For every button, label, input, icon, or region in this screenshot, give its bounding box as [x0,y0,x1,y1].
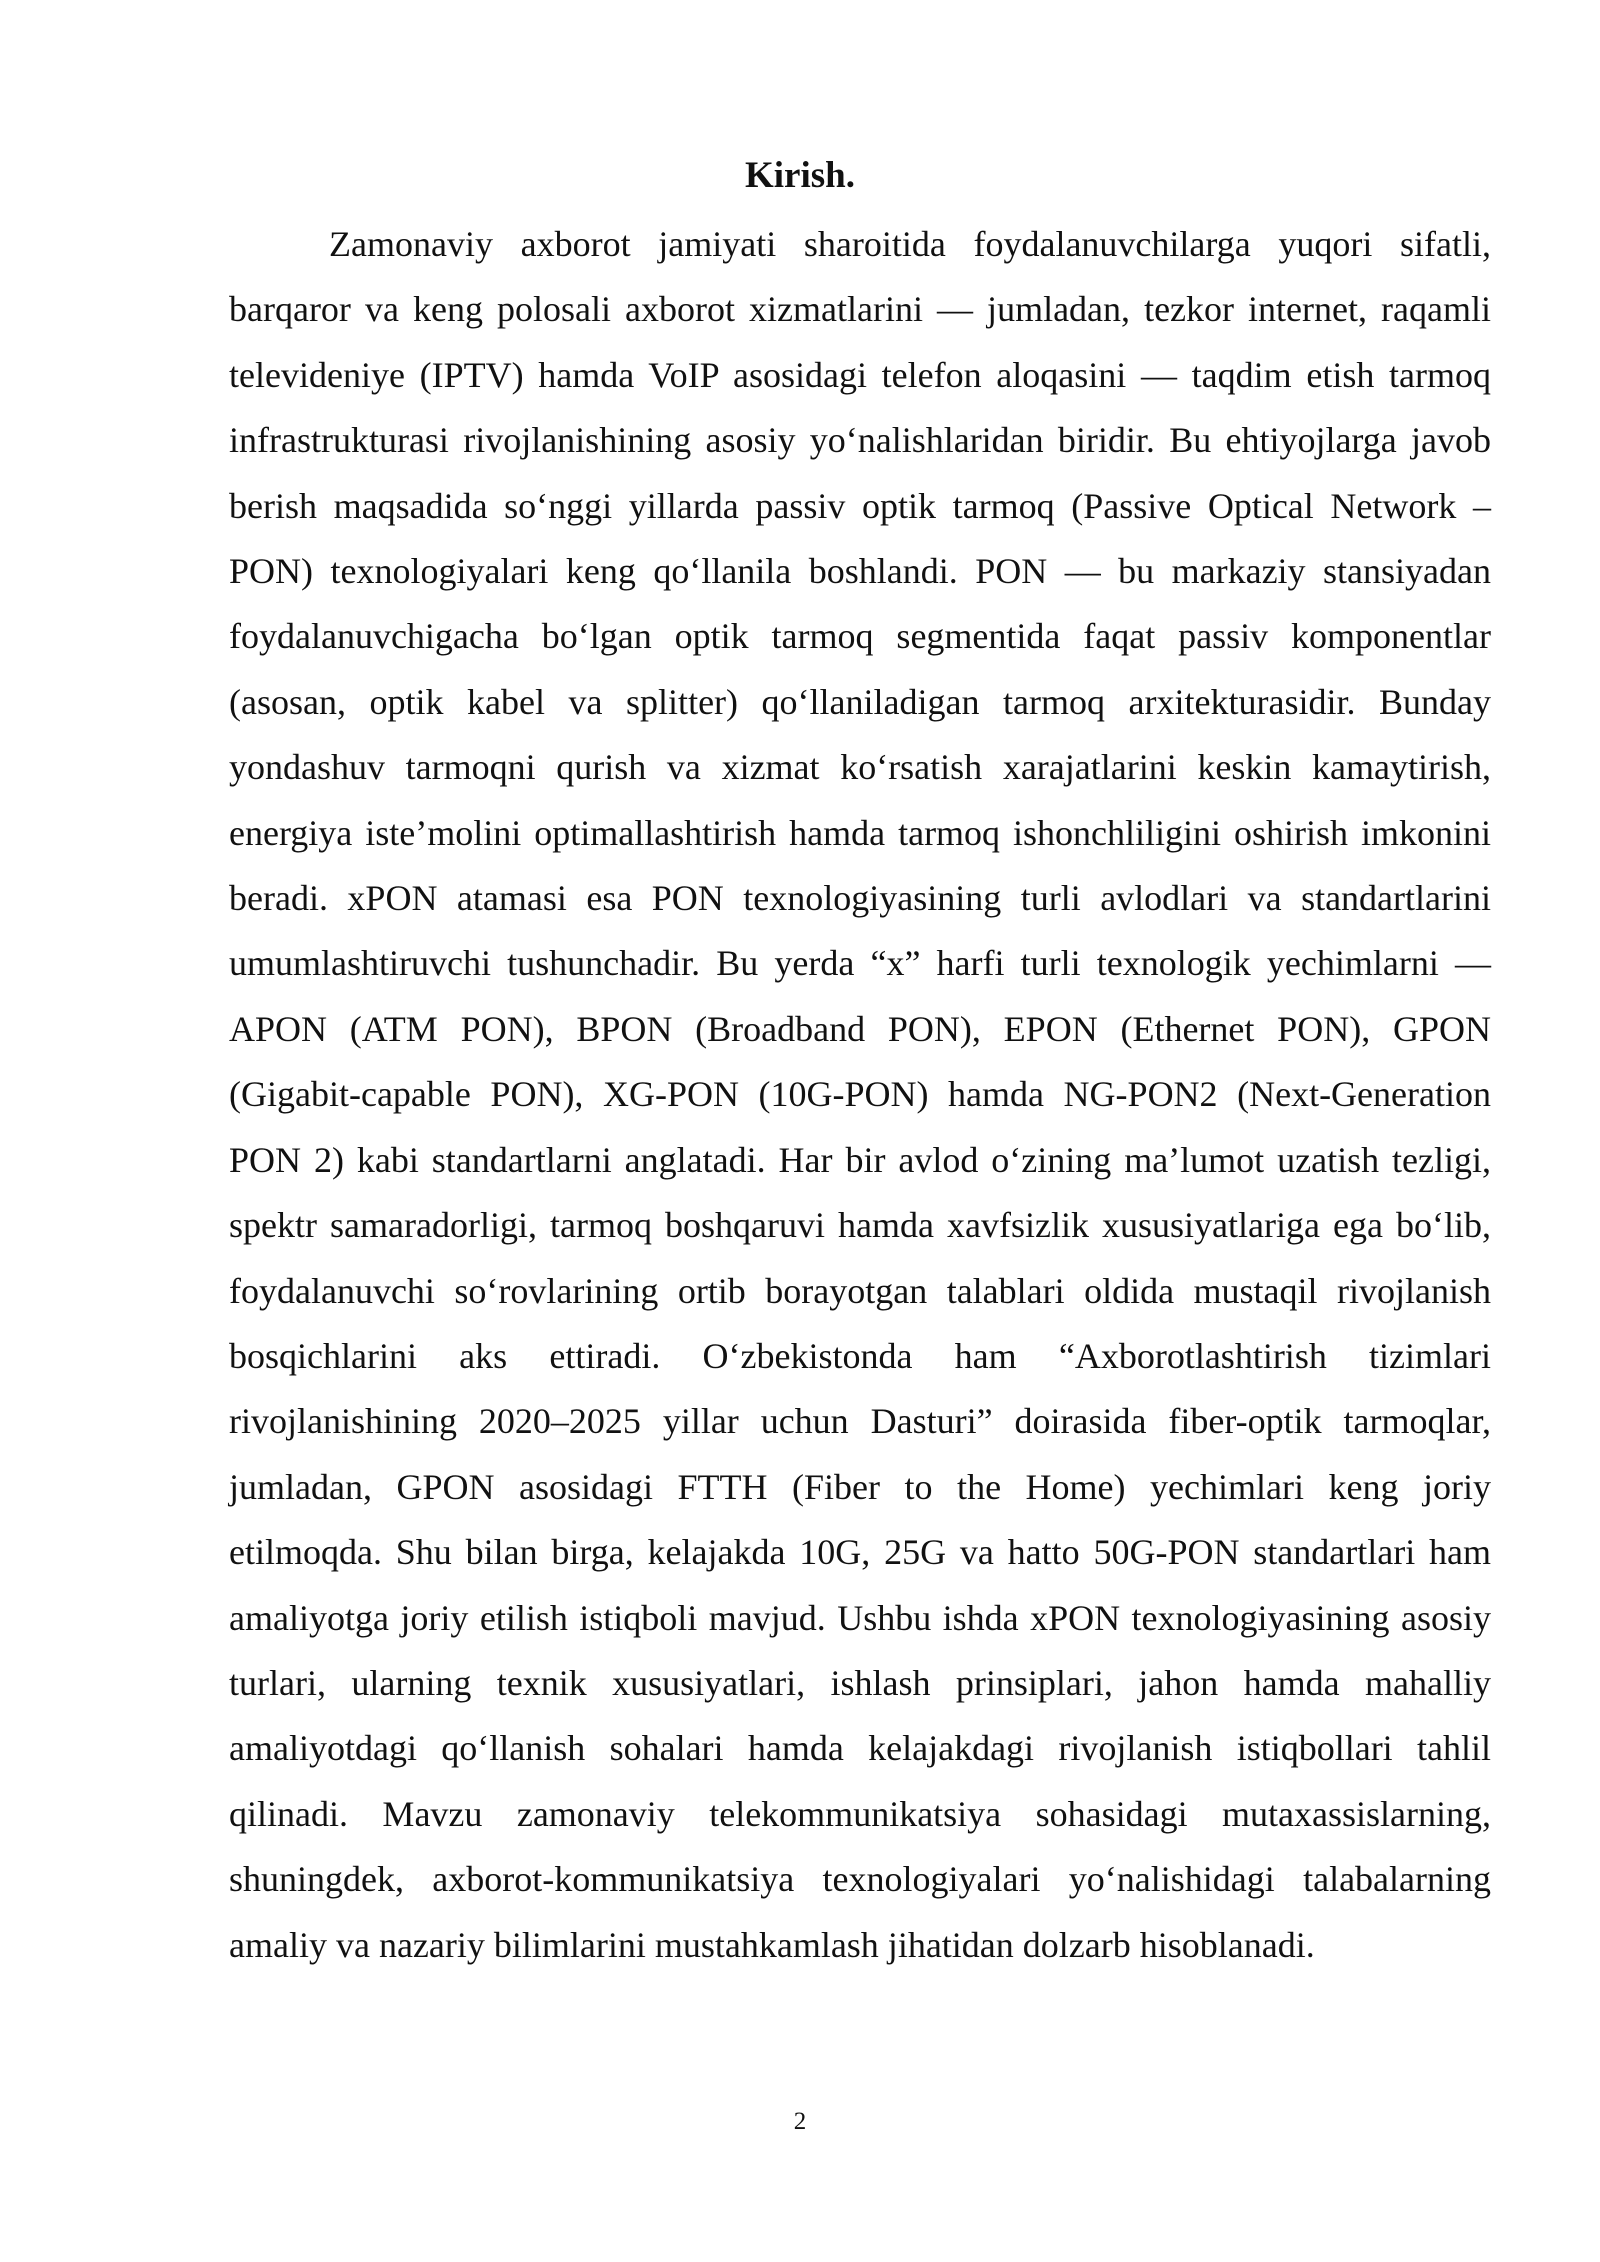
body-paragraph: Zamonaviy axborot jamiyati sharoitida foydalanuvchilarga yuqori sifatli, barqaror va keng polosali axborot xizmatlarini — jumladan, tezkor internet, raqamli televideniye (IPTV) hamda VoIP asosidagi telefon aloqasini — taqdim etish tarmoq infrastrukturasi rivojlanishining asosiy yoʻnalishlaridan biridir. Bu ehtiyojlarga javob berish maqsadida soʻnggi yillarda passiv optik tarmoq (Passive Optical Network – PON) texnologiyalari keng qoʻllanila boshlandi. PON — bu markaziy stansiyadan foydalanuvchigacha boʻlgan optik tarmoq segmentida faqat passiv komponentlar (asosan, optik kabel va splitter) qoʻllaniladigan tarmoq arxitekturasidir. Bunday yondashuv tarmoqni qurish va xizmat koʻrsatish xarajatlarini keskin kamaytirish, energiya iste’molini optimallashtirish hamda tarmoq ishonchliligini oshirish imkonini beradi. xPON atamasi esa PON texnologiyasining turli avlodlari va standartlarini umumlashtiruvchi tushunchadir. Bu yerda “x” harfi turli texnologik yechimlarni — APON (ATM PON), BPON (Broadband PON), EPON (Ethernet PON), GPON (Gigabit-capable PON), XG-PON (10G-PON) hamda NG-PON2 (Next-Generation PON 2) kabi standartlarni anglatadi. Har bir avlod oʻzining ma’lumot uzatish tezligi, spektr samaradorligi, tarmoq boshqaruvi hamda xavfsizlik xususiyatlariga ega boʻlib, foydalanuvchi soʻrovlarining ortib borayotgan talablari oldida mustaqil rivojlanish bosqichlarini aks ettiradi. Oʻzbekistonda ham “Axborotlashtirish tizimlari rivojlanishining 2020–2025 yillar uchun Dasturi” doirasida fiber-optik tarmoqlar, jumladan, GPON asosidagi FTTH (Fiber to the Home) yechimlari keng joriy etilmoqda. Shu bilan birga, kelajakda 10G, 25G va hatto 50G-PON standartlari ham amaliyotga joriy etilish istiqboli mavjud. Ushbu ishda xPON texnologiyasining asosiy turlari, ularning texnik xususiyatlari, ishlash prinsiplari, jahon hamda mahalliy amaliyotdagi qoʻllanish sohalari hamda kelajakdagi rivojlanish istiqbollari tahlil qilinadi. Mavzu zamonaviy telekommunikatsiya sohasidagi mutaxassislarning, shuningdek, axborot-kommunikatsiya texnologiyalari yoʻnalishidagi talabalarning amaliy va nazariy bilimlarini mustahkamlash jihatidan dolzarb hisoblanadi. [229,224,1491,1965]
page-number: 2 [793,2108,807,2135]
section-heading: Kirish. [745,155,855,196]
